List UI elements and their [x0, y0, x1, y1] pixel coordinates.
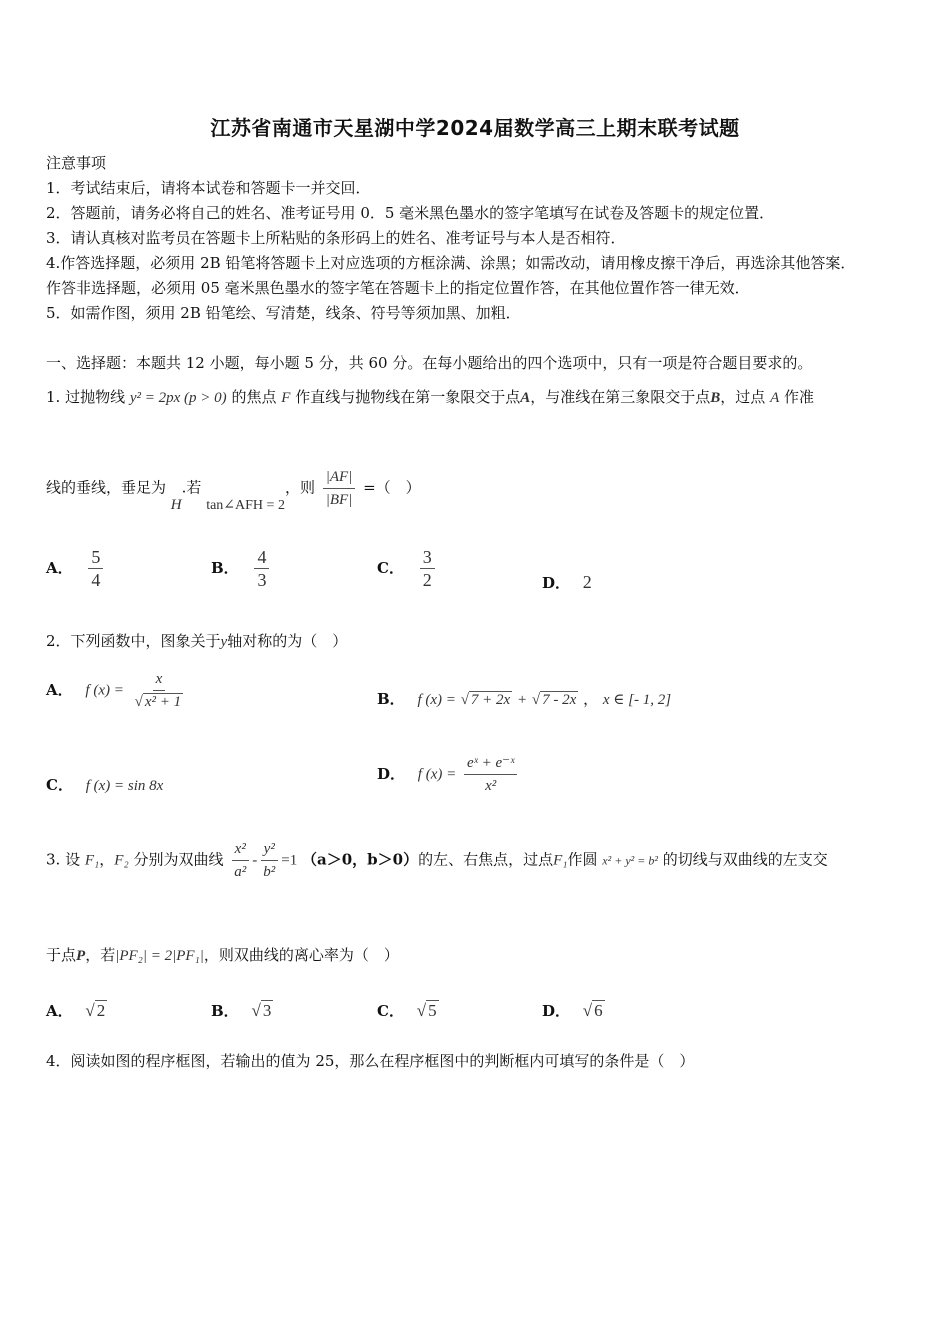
- q3-frac-x: [231, 838, 249, 883]
- q1-option-c[interactable]: [377, 546, 438, 591]
- frac-den: √ x² + 1: [134, 694, 182, 710]
- q3-circle: x² + y² = b²: [602, 853, 658, 868]
- q1-text: ，过点: [720, 388, 766, 406]
- notice-item: 5．如需作图，须用 2B 铅笔绘、写清楚，线条、符号等须加黑、加粗．: [46, 304, 521, 322]
- frac-den: 4: [91, 570, 101, 590]
- notice-heading: 注意事项: [46, 154, 107, 172]
- option-label: A．: [46, 558, 73, 577]
- q1-text: 作直线与抛物线在第一象限交于点: [295, 388, 521, 406]
- option-label: D．: [542, 574, 571, 592]
- question-3-line-2: [46, 944, 399, 965]
- q2-axis-y: y: [220, 634, 228, 650]
- notice-item: 2．答题前，请务必将自己的姓名、准考证号用 0．5 毫米黑色墨水的签字笔填写在试卷及答题卡的规定位置．: [46, 204, 775, 222]
- sqrt-value: √ 3: [251, 1001, 272, 1020]
- q3-text: 分别为双曲线: [133, 850, 224, 869]
- q1-foot-H: H: [170, 496, 182, 513]
- option-fraction: [88, 546, 103, 591]
- q1-text: 作准: [784, 388, 815, 406]
- q1-text: ，与准线在第三象限交于点: [530, 388, 711, 406]
- frac-num: y²: [261, 838, 278, 861]
- q1-option-a[interactable]: [46, 546, 106, 591]
- option-label: A．: [46, 1002, 73, 1020]
- frac-num: x: [153, 668, 166, 691]
- option-value: 2: [582, 572, 592, 592]
- plus-sign: +: [516, 692, 528, 708]
- frac-num: x²: [232, 838, 249, 861]
- option-fraction: [132, 668, 187, 713]
- option-label: C．: [46, 776, 73, 794]
- q3-text: 的左、右焦点，过点: [418, 850, 554, 869]
- notice-item: 3．请认真核对监考员在答题卡上所粘贴的条形码上的姓名、准考证号与本人是否相符．: [46, 229, 626, 247]
- q3-option-b[interactable]: [211, 1000, 273, 1021]
- radicand: 2: [96, 1001, 106, 1020]
- domain: x ∈ [- 1, 2]: [602, 692, 672, 708]
- frac-num: 5: [88, 546, 103, 569]
- sqrt-value: √ 5: [416, 1001, 437, 1020]
- q3-text: 作圆: [567, 850, 598, 869]
- option-label: B．: [211, 1002, 239, 1020]
- radicand: 5: [428, 1001, 437, 1020]
- section-heading: 一、选择题：本题共 12 小题，每小题 5 分，共 60 分。在每小题给出的四个选项中，只有一项是符合题目要求的。: [46, 354, 813, 372]
- question-4: 4．阅读如图的程序框图，若输出的值为 25，那么在程序框图中的判断框内可填写的条件是（ ）: [46, 1052, 695, 1070]
- separator: ，: [583, 690, 599, 708]
- frac-num: 4: [254, 546, 269, 569]
- question-1-line-1: [46, 386, 814, 407]
- q3-F1: F₁: [84, 852, 100, 869]
- radicand: 7 - 2x: [542, 692, 577, 708]
- option-label: B．: [377, 690, 405, 708]
- q1-ratio-num: |AF|: [323, 466, 356, 489]
- q2-option-b[interactable]: [377, 688, 671, 709]
- option-label: C．: [377, 1002, 404, 1020]
- q3-option-a[interactable]: [46, 1000, 107, 1021]
- sqrt-value: √ 2: [85, 1001, 106, 1020]
- option-lhs: f (x) =: [417, 766, 457, 783]
- q2-text: 轴对称的为（ ）: [227, 632, 348, 650]
- q3-option-c[interactable]: [377, 1000, 439, 1021]
- q3-text: 的切线与双曲线的左支交: [662, 850, 828, 869]
- q3-frac-y: [260, 838, 278, 883]
- q3-point-P: P: [76, 948, 86, 964]
- notice-item: 4.作答选择题，必须用 2B 铅笔将答题卡上对应选项的方框涂满、涂黑；如需改动，请用橡皮擦干净后，再选涂其他答案．: [46, 254, 856, 272]
- q1-text: =（ ）: [363, 478, 421, 497]
- notice-item: 作答非选择题，必须用 05 毫米黑色墨水的签字笔在答题卡上的指定位置作答，在其他位置作答一律无效．: [46, 279, 750, 297]
- frac-den: 2: [422, 570, 432, 590]
- q1-focus-F: F: [281, 390, 291, 406]
- sqrt-value: √ 6: [582, 1001, 603, 1020]
- q1-ratio-den: |BF|: [325, 492, 353, 508]
- q2-option-a[interactable]: [46, 668, 189, 713]
- question-2: [46, 630, 347, 651]
- q3-text: ，则双曲线的离心率为（ ）: [203, 946, 399, 964]
- q2-option-d[interactable]: [377, 752, 520, 797]
- option-label: B．: [211, 558, 239, 577]
- q3-text: ，: [99, 850, 115, 869]
- option-expr: f (x) = sin 8x: [85, 778, 164, 794]
- q1-parabola-eq: y² = 2px (p > 0): [129, 390, 227, 406]
- q1-text: .若: [181, 478, 202, 497]
- radicand: 7 + 2x: [470, 692, 511, 708]
- minus-sign: -: [252, 852, 258, 869]
- q1-option-b[interactable]: [211, 546, 272, 591]
- q2-option-c[interactable]: [46, 774, 163, 795]
- option-fraction: [464, 752, 517, 797]
- frac-num: 3: [420, 546, 435, 569]
- q3-text: 于点: [46, 946, 77, 964]
- q1-text: 线的垂线，垂足为: [46, 478, 167, 497]
- q1-point-B: B: [710, 390, 721, 406]
- q3-condition: （a＞0，b＞0）: [302, 850, 419, 869]
- radicand: x² + 1: [144, 694, 182, 710]
- frac-den: 3: [257, 570, 267, 590]
- q1-tan-condition: tan∠AFH = 2: [206, 497, 285, 513]
- option-label: A．: [46, 680, 73, 699]
- option-label: C．: [377, 558, 404, 577]
- q3-F1-second: F₁: [553, 852, 568, 869]
- notice-item: 1．考试结束后，请将本试卷和答题卡一并交回．: [46, 179, 371, 197]
- option-lhs: f (x) =: [85, 682, 124, 699]
- q3-F2: F₂: [114, 852, 129, 869]
- q2-text: 2．下列函数中，图象关于: [46, 632, 221, 650]
- frac-den: a²: [234, 864, 247, 880]
- option-fraction: [254, 546, 269, 591]
- radicand: 3: [262, 1001, 272, 1020]
- sqrt-term: √ 7 - 2x: [531, 692, 577, 708]
- question-3-line-1: [46, 838, 828, 883]
- frac-num: eˣ + e⁻ˣ: [464, 752, 517, 775]
- option-label: D．: [542, 1002, 571, 1020]
- q1-ratio-fraction: [323, 466, 356, 511]
- q3-text: 3. 设: [46, 850, 81, 869]
- frac-den: x²: [485, 778, 497, 794]
- q3-relation: |PF₂| = 2|PF₁|: [115, 948, 204, 964]
- q1-point-A2: A: [770, 390, 780, 406]
- q1-point-A: A: [520, 390, 531, 406]
- question-1-line-2: [46, 466, 421, 511]
- option-lhs: f (x) =: [417, 692, 456, 708]
- q3-text: ，若: [85, 946, 116, 964]
- option-fraction: [420, 546, 435, 591]
- frac-den: b²: [263, 864, 276, 880]
- q3-option-d[interactable]: [542, 1000, 605, 1021]
- sqrt-term: √ 7 + 2x: [460, 692, 511, 708]
- radicand: 6: [594, 1001, 603, 1020]
- q1-option-d[interactable]: [542, 572, 592, 593]
- q1-text: ，则: [284, 478, 315, 497]
- q1-text: 的焦点: [231, 388, 277, 406]
- q1-text: 1. 过抛物线: [46, 388, 126, 406]
- equals-one: =1: [281, 852, 298, 869]
- option-label: D．: [377, 764, 406, 783]
- page-title: 江苏省南通市天星湖中学2024届数学高三上期末联考试题: [210, 116, 740, 140]
